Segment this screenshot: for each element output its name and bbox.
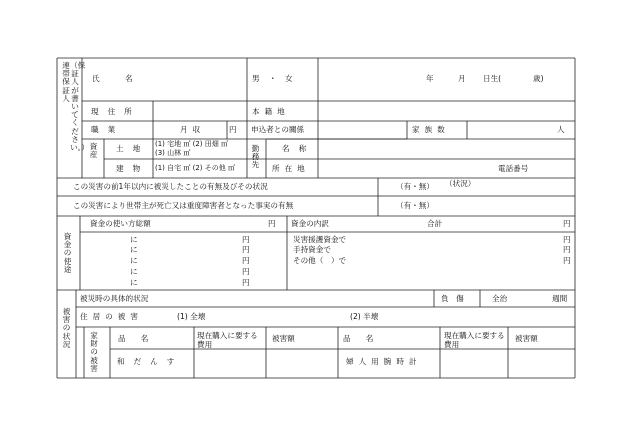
residence-damage-label: 住居の被害 xyxy=(80,312,143,321)
funds-item-relief-yen: 円 xyxy=(563,235,571,244)
funds-item-other: その他（ ）で xyxy=(293,256,347,265)
land-detail-1: (1) 宅地 ㎡ (2) 田畑 ㎡ xyxy=(155,140,228,148)
funds-plan-label: 資金の使い方総額 xyxy=(90,219,151,228)
funds-side-label: 資金の使途 xyxy=(63,232,72,274)
right-item-header: 品 名 xyxy=(343,334,374,343)
sex-female: 女 xyxy=(285,74,293,83)
funds-breakdown-label: 資金の内訳 xyxy=(291,219,329,228)
household-damage-label: 家財の被害 xyxy=(90,331,98,373)
building-label: 建物 xyxy=(116,164,150,173)
damage-full-recovery-label: 全治 xyxy=(492,294,508,303)
damage-weeks-label: 週間 xyxy=(552,294,568,303)
family-count-label: 家族数 xyxy=(412,125,450,134)
funds-item-relief: 災害援護資金で xyxy=(293,235,347,244)
assets-label: 資産 xyxy=(89,142,98,160)
guarantor-side-note: （保証人が書いてください。） xyxy=(70,61,89,152)
funds-row-5-ni: に xyxy=(130,278,138,287)
residence-option-half: (2) 半壊 xyxy=(350,312,379,321)
left-damage-header: 被害額 xyxy=(272,334,295,343)
funds-row-4-yen: 円 xyxy=(242,267,250,276)
right-damage-header: 被害額 xyxy=(515,334,538,343)
name-label: 氏 名 xyxy=(92,74,142,83)
workplace-location-label: 所在地 xyxy=(272,164,310,173)
sex-male: 男 xyxy=(252,74,260,83)
building-detail: (1) 自宅 ㎡ (2) その他 ㎡ xyxy=(155,164,235,172)
funds-total-label: 合計 xyxy=(427,219,443,228)
birth-year: 年 xyxy=(426,74,434,83)
funds-row-5-yen: 円 xyxy=(242,278,250,287)
question-head-death: この災害により世帯主が死亡又は重度障害者となった事実の有無 xyxy=(73,201,294,210)
domicile-label: 本籍地 xyxy=(252,107,290,116)
left-item-header: 品 名 xyxy=(118,334,149,343)
address-label: 現住所 xyxy=(91,107,141,116)
persons-label: 人 xyxy=(557,125,565,134)
income-yen: 円 xyxy=(229,125,237,134)
funds-plan-yen: 円 xyxy=(268,219,276,228)
funds-row-2-yen: 円 xyxy=(242,245,250,254)
birth-day: 日生( xyxy=(483,74,502,83)
funds-row-3-ni: に xyxy=(130,256,138,265)
funds-total-yen: 円 xyxy=(563,219,571,228)
land-detail-2: (3) 山林 ㎡ xyxy=(155,149,191,157)
damage-situation-label: 被災時の具体的状況 xyxy=(80,294,149,303)
age-label: 歳) xyxy=(533,74,544,83)
question-prior-disaster-status: （状況） xyxy=(445,179,476,188)
funds-row-1-yen: 円 xyxy=(242,235,250,244)
funds-row-4-ni: に xyxy=(130,267,138,276)
sex-separator: ・ xyxy=(269,74,277,83)
workplace-name-label: 名称 xyxy=(282,144,316,153)
left-cost-header: 現在購入に要する費用 xyxy=(197,331,258,350)
phone-label: 電話番号 xyxy=(498,164,529,173)
birth-month: 月 xyxy=(458,74,466,83)
question-head-death-answer: （有・無） xyxy=(396,201,434,210)
funds-row-1-ni: に xyxy=(130,235,138,244)
income-label: 月収 xyxy=(180,125,206,134)
funds-row-2-ni: に xyxy=(130,245,138,254)
right-cost-header: 現在購入に要する費用 xyxy=(444,331,505,350)
guarantor-side-label: 連帯保証人 xyxy=(62,61,70,103)
damage-side-label: 被害の状況 xyxy=(62,307,71,349)
question-prior-disaster: この災害の前1年以内に被災したことの有無及びその状況 xyxy=(73,182,268,191)
relation-label: 申込者との關係 xyxy=(251,125,305,134)
occupation-label: 職業 xyxy=(91,125,125,134)
funds-item-other-yen: 円 xyxy=(563,256,571,265)
left-row-1-item: 和だんす xyxy=(117,357,184,366)
land-label: 土地 xyxy=(116,144,150,153)
workplace-label: 勤務先 xyxy=(251,144,260,170)
funds-row-3-yen: 円 xyxy=(242,256,250,265)
right-row-1-item: 婦人用腕時計 xyxy=(346,357,422,366)
funds-item-own: 手持資金で xyxy=(293,245,331,254)
funds-item-own-yen: 円 xyxy=(563,245,571,254)
question-prior-disaster-answer: （有・無） xyxy=(396,182,434,191)
damage-injury-label: 負 傷 xyxy=(441,294,464,303)
residence-option-full: (1) 全壊 xyxy=(177,312,206,321)
